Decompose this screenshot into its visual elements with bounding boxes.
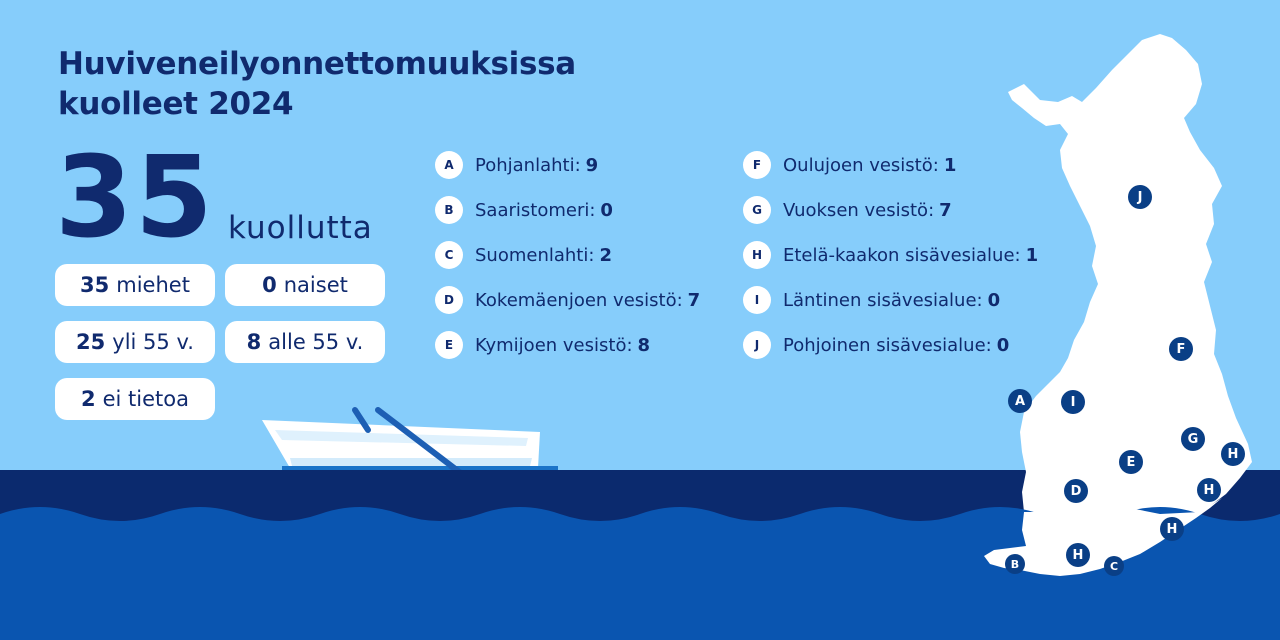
total-deaths-unit: kuollutta	[228, 210, 373, 246]
legend-text: Etelä-kaakon sisävesialue: 1	[783, 244, 1039, 266]
legend-item-d	[435, 283, 700, 317]
region-badge: I	[743, 286, 771, 314]
map-marker-i: I	[1061, 390, 1085, 414]
region-badge: G	[743, 196, 771, 224]
map-marker-g: G	[1181, 427, 1205, 451]
stat-value: 8	[246, 330, 262, 354]
legend-item-b	[435, 193, 700, 227]
map-marker-h-3: H	[1160, 517, 1184, 541]
legend-text: Vuoksen vesistö: 7	[783, 199, 952, 221]
legend-item-h	[743, 238, 1038, 272]
region-legend-column-2	[743, 148, 1038, 362]
region-badge: E	[435, 331, 463, 359]
map-marker-f: F	[1169, 337, 1193, 361]
map-marker-h-1: H	[1221, 442, 1245, 466]
stat-label: ei tietoa	[102, 387, 189, 411]
region-badge: F	[743, 151, 771, 179]
title-line-2: kuolleet 2024	[58, 86, 294, 122]
legend-item-a	[435, 148, 700, 182]
legend-item-f	[743, 148, 1038, 182]
region-badge: B	[435, 196, 463, 224]
map-marker-a: A	[1008, 389, 1032, 413]
region-badge: C	[435, 241, 463, 269]
stat-pill-men	[55, 264, 215, 306]
stat-pill-under-55	[225, 321, 385, 363]
stat-value: 2	[81, 387, 96, 411]
stat-pill-women	[225, 264, 385, 306]
title-line-1: Huviveneilyonnettomuuksissa	[58, 46, 576, 82]
legend-item-i	[743, 283, 1038, 317]
stat-pill-over-55	[55, 321, 215, 363]
region-badge: H	[743, 241, 771, 269]
legend-text: Pohjanlahti: 9	[475, 154, 599, 176]
stat-value: 35	[80, 273, 110, 297]
legend-text: Oulujoen vesistö: 1	[783, 154, 957, 176]
map-marker-b: B	[1005, 554, 1025, 574]
total-deaths-number: 35	[55, 133, 215, 263]
legend-text: Kymijoen vesistö: 8	[475, 334, 651, 356]
map-marker-e: E	[1119, 450, 1143, 474]
map-marker-d: D	[1064, 479, 1088, 503]
map-marker-h-2: H	[1197, 478, 1221, 502]
stat-pill-unknown	[55, 378, 215, 420]
map-marker-j: J	[1128, 185, 1152, 209]
legend-text: Kokemäenjoen vesistö: 7	[475, 289, 701, 311]
region-badge: D	[435, 286, 463, 314]
legend-text: Pohjoinen sisävesialue: 0	[783, 334, 1010, 356]
page-title	[58, 44, 576, 124]
stat-label: miehet	[116, 273, 190, 297]
legend-item-c	[435, 238, 700, 272]
legend-text: Saaristomeri: 0	[475, 199, 613, 221]
stat-value: 25	[76, 330, 106, 354]
stat-label: yli 55 v.	[112, 330, 194, 354]
legend-item-g	[743, 193, 1038, 227]
map-marker-h-4: H	[1066, 543, 1090, 567]
legend-text: Suomenlahti: 2	[475, 244, 612, 266]
legend-item-j	[743, 328, 1038, 362]
map-marker-c: C	[1104, 556, 1124, 576]
stat-label: naiset	[283, 273, 348, 297]
stat-label: alle 55 v.	[268, 330, 364, 354]
region-legend-column-1	[435, 148, 700, 362]
legend-item-e	[435, 328, 700, 362]
region-badge: A	[435, 151, 463, 179]
stat-value: 0	[262, 273, 277, 297]
region-badge: J	[743, 331, 771, 359]
legend-text: Läntinen sisävesialue: 0	[783, 289, 1001, 311]
